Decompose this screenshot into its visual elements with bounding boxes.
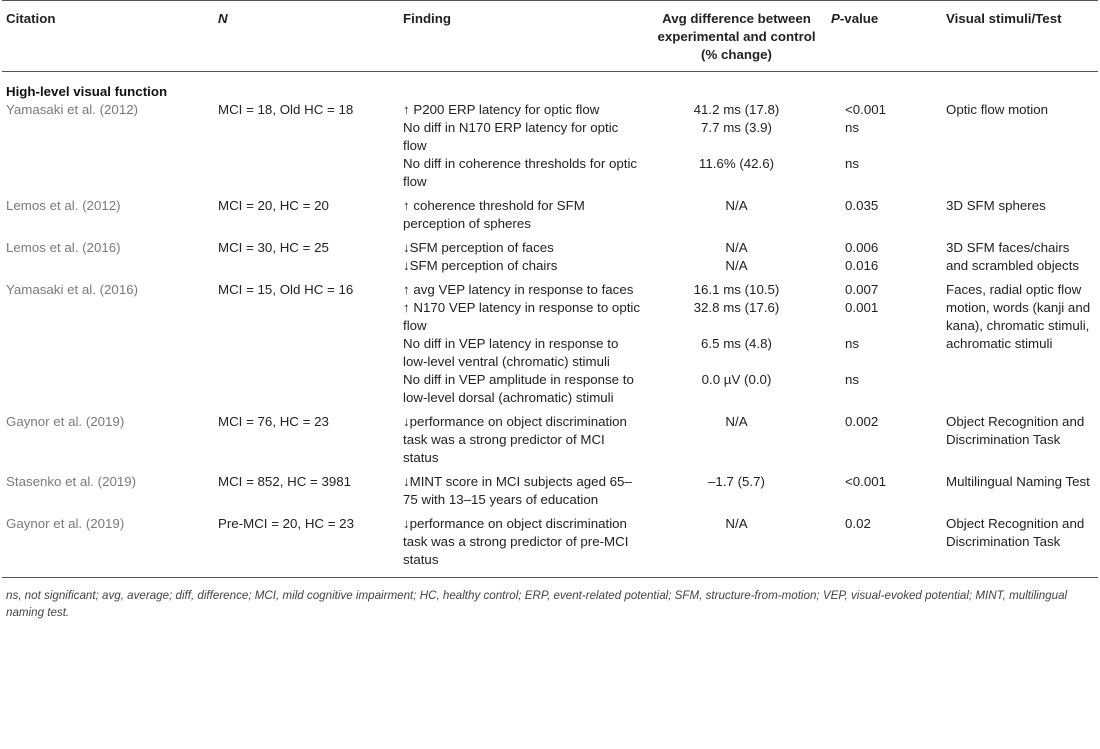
cell-citation: Yamasaki et al. (2012)	[6, 102, 139, 117]
cell-citation: Stasenko et al. (2019)	[6, 474, 137, 489]
cell-stimuli: Optic flow motion	[946, 102, 1048, 117]
cell-finding: ↑ coherence threshold for SFM perception of spheres	[403, 198, 585, 231]
cell-p: 0.016	[845, 258, 879, 273]
table-row	[2, 101, 1098, 119]
header-row	[2, 1, 1098, 72]
cell-avg: N/A	[646, 509, 827, 578]
cell-citation	[2, 371, 214, 407]
cell-citation	[2, 155, 214, 191]
section-row	[2, 72, 1098, 102]
cell-citation: Lemos et al. (2016)	[6, 240, 121, 255]
cell-finding: ↓performance on object discrimination task was a strong predictor of pre-MCI status	[399, 509, 646, 578]
table-row	[2, 299, 1098, 335]
cell-p: <0.001	[845, 474, 887, 489]
cell-avg: N/A	[725, 258, 748, 273]
cell-p: ns	[845, 336, 860, 351]
cell-finding: ↑ avg VEP latency in response to faces	[403, 282, 634, 297]
table-row	[2, 371, 1098, 407]
table-row	[2, 233, 1098, 257]
cell-p: 0.035	[845, 198, 879, 213]
cell-p: ns	[845, 120, 860, 135]
cell-n	[214, 335, 399, 371]
cell-avg: N/A	[725, 414, 748, 429]
header-avg-diff: Avg difference between experimental and control (% change)	[646, 1, 827, 72]
table-row	[2, 257, 1098, 275]
cell-citation	[2, 257, 214, 275]
cell-n: MCI = 18, Old HC = 18	[218, 102, 354, 117]
cell-n: MCI = 852, HC = 3981	[218, 474, 352, 489]
cell-stimuli: Object Recognition and Discrimination Task	[942, 509, 1098, 578]
cell-stimuli: 3D SFM faces/chairs	[946, 240, 1070, 255]
cell-p: ns	[845, 372, 860, 387]
cell-citation	[2, 335, 214, 371]
cell-citation: Gaynor et al. (2019)	[6, 414, 125, 429]
cell-p: 0.001	[845, 300, 879, 315]
cell-p: <0.001	[845, 102, 887, 117]
cell-n: MCI = 15, Old HC = 16	[218, 282, 354, 297]
cell-stimuli: Multilingual Naming Test	[946, 474, 1090, 489]
header-citation: Citation	[2, 1, 214, 72]
header-n: N	[214, 1, 399, 72]
cell-avg: N/A	[725, 198, 748, 213]
header-p-italic: P	[831, 11, 840, 26]
cell-p: ns	[845, 156, 860, 171]
cell-n	[214, 299, 399, 335]
cell-n	[214, 257, 399, 275]
cell-stimuli: Object Recognition and Discrimination Task	[946, 414, 1085, 447]
cell-n: MCI = 76, HC = 23	[218, 414, 329, 429]
cell-citation: Lemos et al. (2012)	[6, 198, 121, 213]
table-row	[2, 119, 1098, 155]
cell-n	[214, 155, 399, 191]
table-row	[2, 155, 1098, 191]
cell-avg: 32.8 ms (17.6)	[693, 300, 780, 315]
data-table	[2, 0, 1098, 578]
cell-finding: ↑ N170 VEP latency in response to optic flow	[403, 300, 641, 333]
cell-finding: ↓SFM perception of faces	[403, 240, 554, 255]
cell-citation: Yamasaki et al. (2016)	[6, 282, 139, 297]
table-row	[2, 191, 1098, 233]
cell-stimuli	[942, 119, 1098, 155]
table-row	[2, 275, 1098, 299]
cell-citation	[2, 299, 214, 335]
cell-avg: 0.0 µV (0.0)	[701, 372, 772, 387]
cell-n: MCI = 20, HC = 20	[218, 198, 329, 213]
cell-n	[214, 371, 399, 407]
cell-p: 0.002	[845, 414, 879, 429]
cell-n: MCI = 30, HC = 25	[218, 240, 329, 255]
cell-avg: N/A	[725, 240, 748, 255]
cell-stimuli	[942, 155, 1098, 191]
table-row	[2, 335, 1098, 371]
cell-avg: 16.1 ms (10.5)	[693, 282, 780, 297]
header-p-value	[827, 1, 942, 72]
cell-finding: No diff in N170 ERP latency for optic flow	[403, 120, 619, 153]
table-row	[2, 467, 1098, 509]
header-stimuli: Visual stimuli/Test	[942, 1, 1098, 72]
cell-finding: ↑ P200 ERP latency for optic flow	[403, 102, 600, 117]
cell-stimuli: and scrambled objects	[946, 258, 1080, 273]
cell-stimuli: Faces, radial optic flow motion, words (kanji and kana), chromatic stimuli, achromatic stimuli	[946, 282, 1091, 351]
cell-p: 0.006	[845, 240, 879, 255]
cell-finding: No diff in VEP amplitude in response to low-level dorsal (achromatic) stimuli	[403, 372, 634, 405]
cell-p: 0.02	[827, 509, 942, 578]
cell-avg: 6.5 ms (4.8)	[701, 336, 772, 351]
cell-n: Pre-MCI = 20, HC = 23	[214, 509, 399, 578]
cell-stimuli: 3D SFM spheres	[946, 198, 1046, 213]
header-p-rest: -value	[839, 11, 879, 26]
table-footnote: ns, not significant; avg, average; diff, difference; MCI, mild cognitive impairment; HC, healthy control; ERP, event-related potential; SFM, structure-from-motion; VEP, visual-evoked potential; MINT, multilingual naming test.	[6, 589, 1068, 619]
cell-avg: 41.2 ms (17.8)	[693, 102, 780, 117]
cell-finding: ↓MINT score in MCI subjects aged 65–75 with 13–15 years of education	[403, 474, 632, 507]
cell-finding: ↓performance on object discrimination task was a strong predictor of MCI status	[403, 414, 627, 465]
cell-citation	[2, 119, 214, 155]
cell-citation: Gaynor et al. (2019)	[2, 509, 214, 578]
table-row	[2, 407, 1098, 467]
cell-finding: No diff in VEP latency in response to low-level ventral (chromatic) stimuli	[403, 336, 619, 369]
header-finding: Finding	[399, 1, 646, 72]
cell-avg: –1.7 (5.7)	[708, 474, 765, 489]
cell-n	[214, 119, 399, 155]
cell-p: 0.007	[845, 282, 879, 297]
cell-finding: No diff in coherence thresholds for optic flow	[403, 156, 638, 189]
cell-avg: 11.6% (42.6)	[698, 156, 775, 171]
table-row	[2, 509, 1098, 578]
cell-finding: ↓SFM perception of chairs	[403, 258, 558, 273]
cell-avg: 7.7 ms (3.9)	[701, 120, 772, 135]
section-title: High-level visual function	[6, 84, 168, 99]
